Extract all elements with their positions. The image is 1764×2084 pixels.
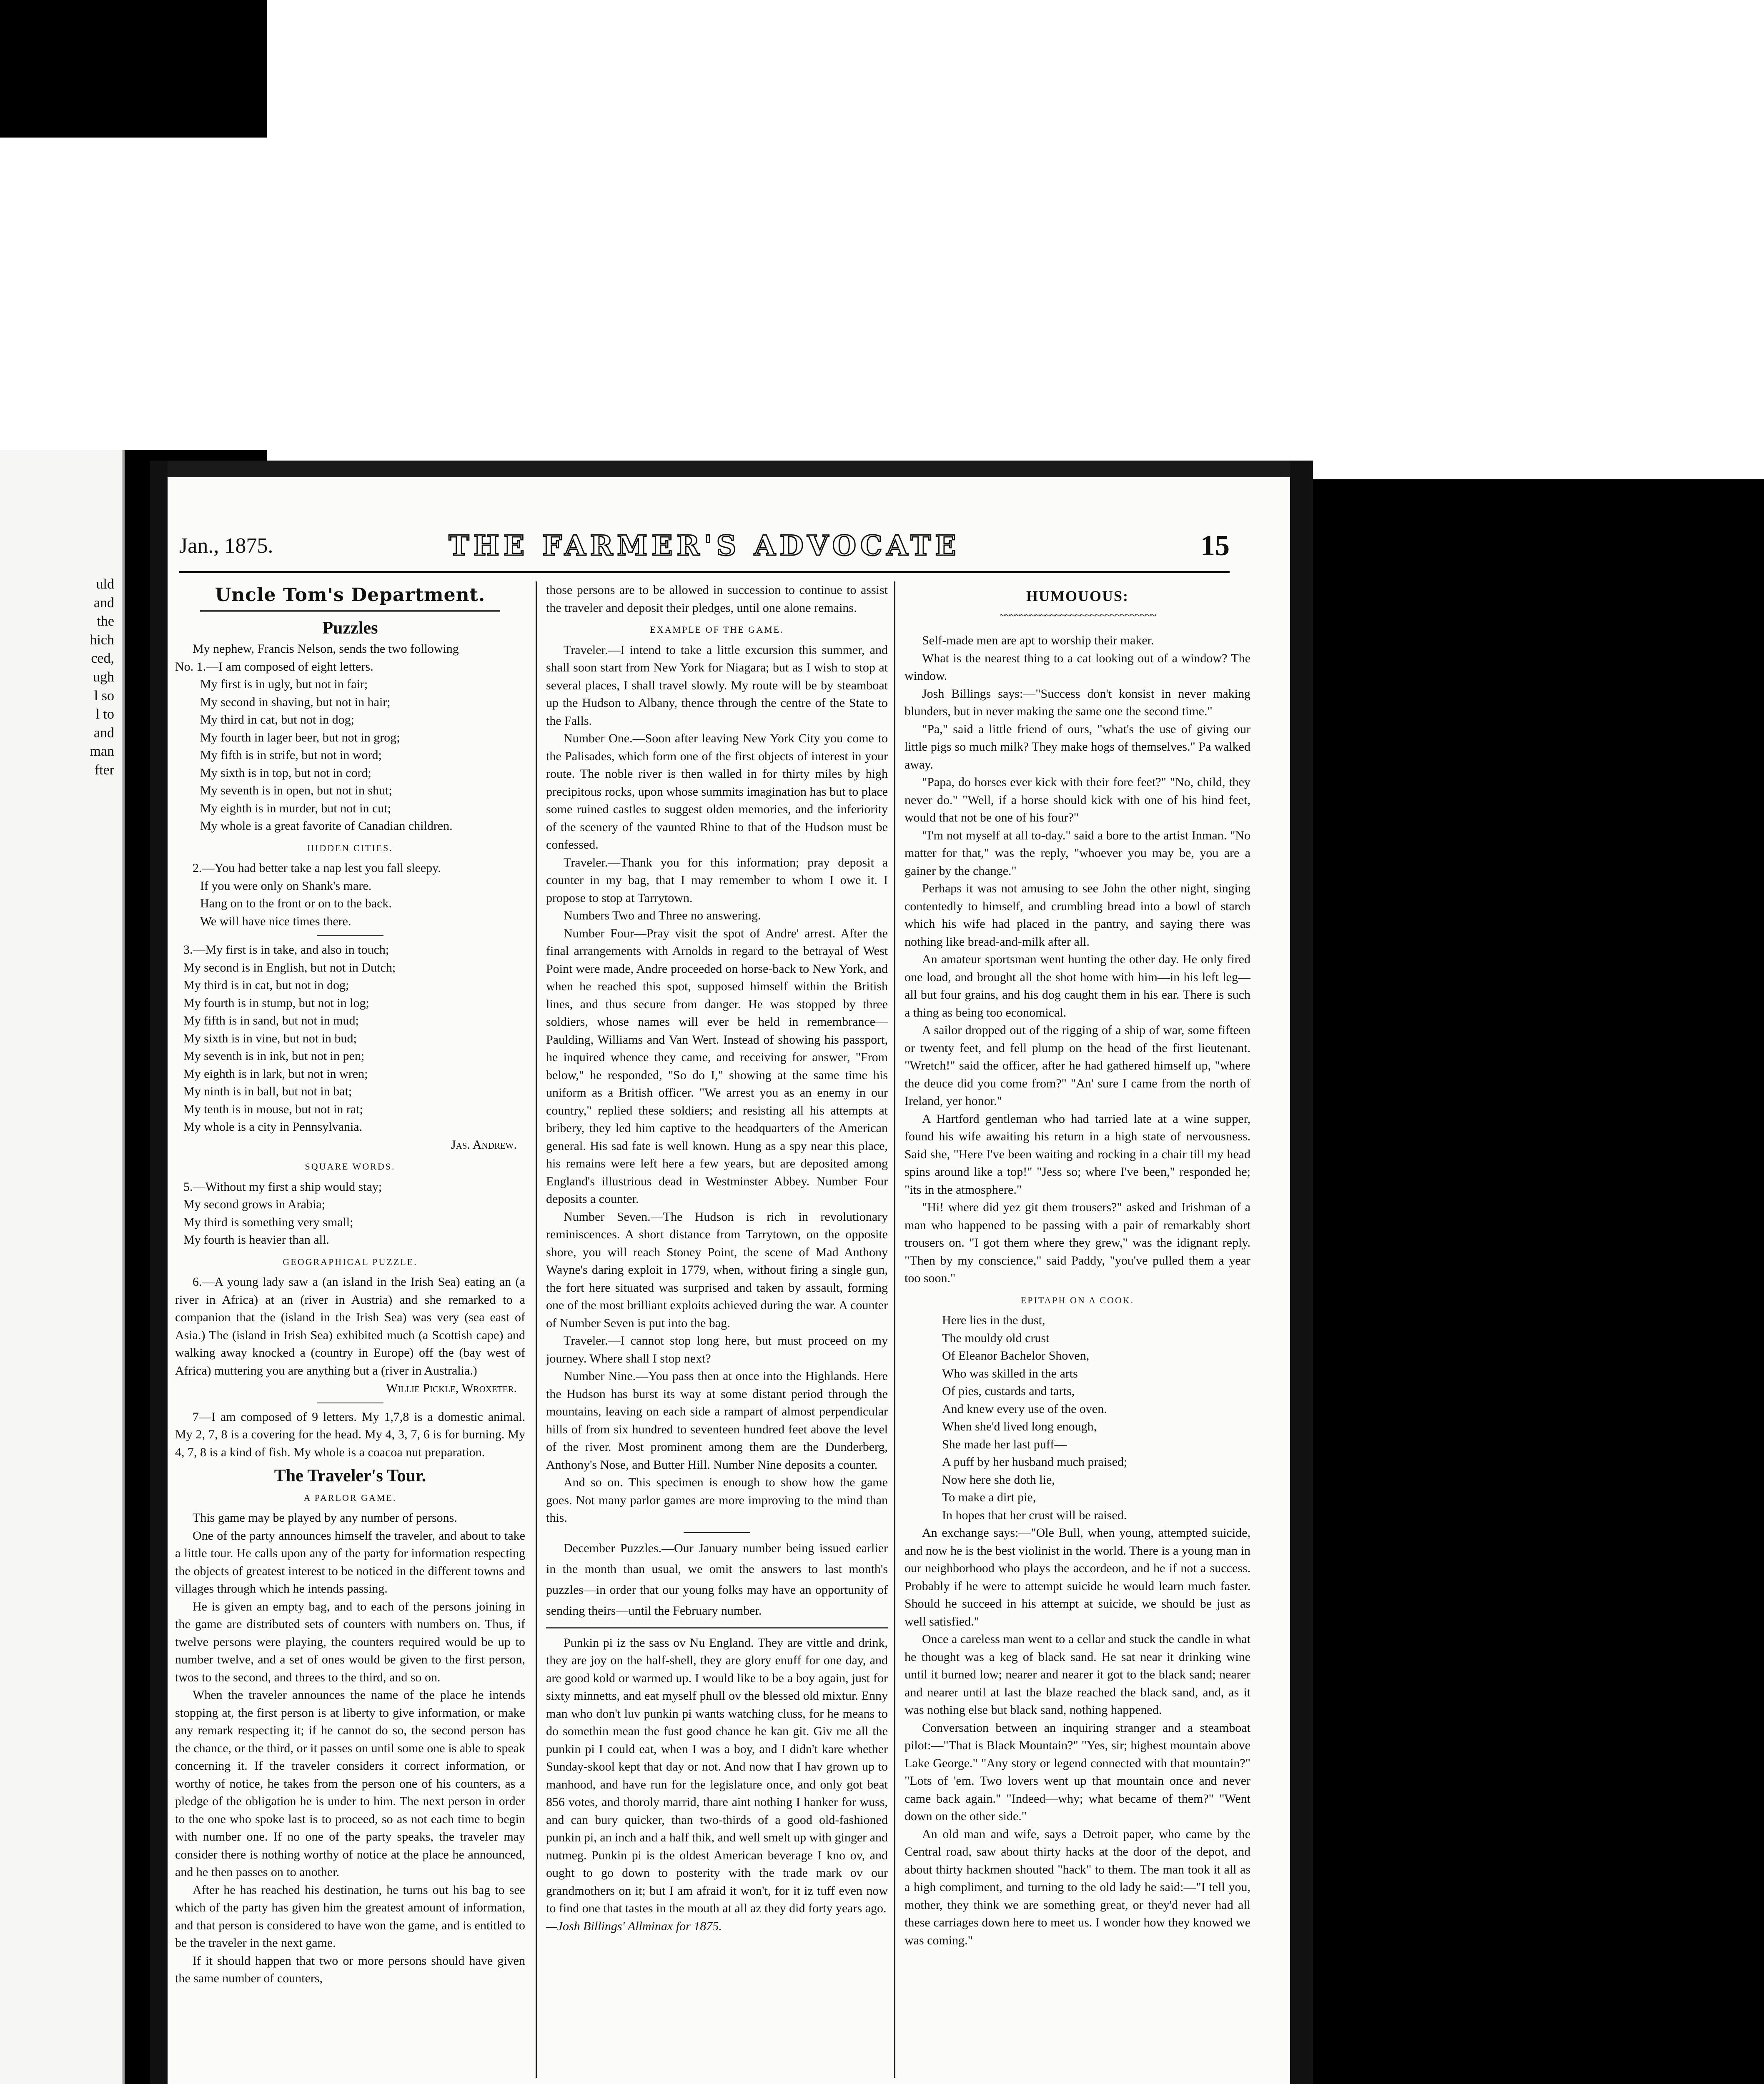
example-paragraph: Numbers Two and Three no answering. — [564, 909, 761, 922]
humorous-heading: HUMOUOUS: — [1026, 588, 1129, 604]
square-words-heading: SQUARE WORDS. — [305, 1161, 396, 1172]
parlor-game-subheading: A PARLOR GAME. — [303, 1492, 397, 1503]
example-paragraph: Traveler.—Thank you for this information; pray deposit a counter in my bag, that I may remember to whom I owe it. I propose to stop at Tarrytown. — [546, 855, 888, 905]
example-paragraph: Number Nine.—You pass then at once into the Highlands. Here the Hudson has burst its way at some distant period through the mountains, leaving on each side a rampart of almost perpendicular hills of from six hundred to seventeen hundred feet above the level of the river. Most prominent among them are the Dunderberg, Anthony's Nose, and Butter Hill. Number Nine deposits a counter. — [546, 1369, 888, 1472]
humor-item: An amateur sportsman went hunting the other day. He only fired one load, and brought all the shot home with him—in his left leg—all but four grains, and his dog caught them in his ear. There is such a thing as being too economical. — [905, 952, 1250, 1019]
divider — [317, 935, 383, 936]
double-rule — [546, 1627, 888, 1628]
puzzle-6-signature: Willie Pickle, Wroxeter. — [386, 1381, 517, 1395]
column-humorous — [905, 581, 1250, 1949]
humor-item: "Pa," said a little friend of ours, "what's the use of giving our little pigs so much milk? They make hogs of themselves." Pa walked away. — [905, 722, 1250, 771]
punkin-pi-source: —Josh Billings' Allminax for 1875. — [546, 1919, 722, 1933]
december-puzzles-notice: December Puzzles.—Our January number being issued earlier in the month than usual, we omit the answers to last month's puzzles—in order that our young folks may have an opportunity of sending theirs—until the February number. — [546, 1541, 888, 1618]
page-border-right — [1290, 461, 1313, 2084]
puzzle-1-intro: No. 1.—I am composed of eight letters. — [175, 659, 373, 674]
hidden-cities-heading: HIDDEN CITIES. — [307, 842, 393, 853]
puzzles-heading: Puzzles — [322, 618, 378, 638]
department-title: Uncle Tom's Department. — [215, 584, 486, 606]
example-paragraph: Number One.—Soon after leaving New York City you come to the Palisades, which form one of the first objects of interest in your route. The noble river is then walled in for thirty miles by high precipitous rocks, upon whose summits imagination has but to place some ruined castles to suggest olden memories, and the inferiority of the scenery of the vaunted Rhine to that of the Hudson must be confessed. — [546, 731, 888, 852]
column-uncle-toms-department — [175, 581, 525, 1988]
example-paragraph: Number Four—Pray visit the spot of Andre' arrest. After the final arrangements with Arnolds in regard to the betrayal of West Point were made, Andre proceeded on horse-back to New York, and when he reached this spot, supposed himself within the British lines, and thus secure from danger. He was stopped by three soldiers, whose names will ever be held in remembrance—Paulding, Williams and Van Wert. Instead of showing his passport, he inquired whence they came, and receiving for answer, "From below," he responded, "So do I," showing at the same time his uniform as a British officer. "We arrest you as an enemy in our country," replied these soldiers; and resisting all his attempts at bribery, they led him captive to the headquarters of the American general. His sad fate is well known. Hung as a spy near this place, his remains were left here a few years, but are deposited among England's illustrious dead in Westminster Abbey. Number Four deposits a counter. — [546, 926, 888, 1206]
travelers-tour-heading: The Traveler's Tour. — [274, 1466, 426, 1485]
humor-item: An exchange says:—"Ole Bull, when young, attempted suicide, and now he is the best violinist in the world. There is a young man in our neighborhood who plays the accordeon, and he if not a success. Probably if he were to attempt suicide he would learn much faster. Should he succeed in his attempt at suicide, we should be just as well satisfied." — [905, 1526, 1250, 1628]
tour-continuation: those persons are to be allowed in succession to continue to assist the traveler and deposit their pledges, until one alone remains. — [546, 583, 888, 615]
masthead-title: THE FARMER'S ADVOCATE — [449, 529, 960, 562]
humor-item: Josh Billings says:—"Success don't konsist in never making blunders, but in never making the same one the second time." — [905, 686, 1250, 718]
page-header — [179, 529, 1230, 575]
humor-item: What is the nearest thing to a cat looking out of a window? The window. — [905, 651, 1250, 683]
scan-background — [267, 0, 1764, 479]
example-paragraph: And so on. This specimen is enough to show how the game goes. Not many parlor games are more improving to the mind than this. — [546, 1475, 888, 1525]
column-travelers-tour-continued — [546, 581, 888, 1935]
puzzle-7-text: 7—I am composed of 9 letters. My 1,7,8 is a domestic animal. My 2, 7, 8 is a covering for the head. My 4, 3, 7, 6 is for burning. My 4, 7, 8 is a kind of fish. My whole is a coacoa nut preparation. — [175, 1410, 525, 1459]
tour-paragraph: One of the party announces himself the traveler, and about to take a little tour. He calls upon any of the party for information respecting the objects of greatest interest to be noticed in the different towns and villages through which he intends passing. — [175, 1528, 525, 1596]
previous-page-edge — [0, 450, 125, 2084]
epitaph-heading: EPITAPH ON A COOK. — [1020, 1295, 1135, 1305]
epitaph-poem: Here lies in the dust, The mouldy old crust Of Eleanor Bachelor Shoven, Who was skilled in the arts Of pies, custards and tarts, And knew every use of the oven. When she'd lived long enough, She made her last puff— A puff by her husband much praised; Now here she doth lie, To make a dirt pie, In hopes that her crust will be raised. — [942, 1313, 1128, 1522]
column-rule — [536, 581, 537, 2078]
tour-paragraph: If it should happen that two or more persons should have given the same number of counters, — [175, 1954, 525, 1985]
humor-item: Conversation between an inquiring stranger and a steamboat pilot:—"That is Black Mountain?" "Yes, sir; highest mountain above Lake George." "Any story or legend connected with that mountain?" "Lots of 'em. Two lovers went up that mountain once and never came back again." "Indeed—why; what became of them?" "Went down on the other side." — [905, 1721, 1250, 1823]
humor-item: Once a careless man went to a cellar and stuck the candle in what he thought was a keg of black sand. He sat near it drinking wine until it burned low; nearer and nearer it got to the black sand; nearer and nearer until at last the blaze reached the black sand, and, as it was nothing else but black sand, nothing happened. — [905, 1632, 1250, 1717]
puzzle-3-verse: 3.—My first is in take, and also in touch; My second is in English, but not in Dutch; My third is in cat, but not in dog; My fourth is in stump, but not in log; My fifth is in sand, but not in mud; My sixth is in vine, but not in bud; My seventh is in ink, but not in pen; My eighth is in lark, but not in wren; My ninth is in ball, but not in bat; My tenth is in mouse, but not in rat; My whole is a city in Pennsylvania. — [183, 943, 396, 1134]
humor-item: A sailor dropped out of the rigging of a ship of war, some fifteen or twenty feet, and fell plump on the head of the first lieutenant. "Wretch!" said the officer, after he had gathered himself up, "where the deuce did you come from?" "An' sure I came from the north of Ireland, yer honor." — [905, 1023, 1250, 1108]
tour-paragraph: After he has reached his destination, he turns out his bag to see which of the party has given him the greatest amount of information, and that person is considered to have won the game, and is entitled to be the traveler in the next game. — [175, 1883, 525, 1950]
puzzle-2-verse: If you were only on Shank's mare. Hang on to the front or on to the back. We will have nice times there. — [200, 879, 392, 928]
tour-paragraph: He is given an empty bag, and to each of the persons joining in the game are distributed sets of counters with numbers on. Thus, if twelve persons were playing, the counters required would be up to number twelve, and a set of ones would be given to the first person, twos to the second, and threes to the third, and so on. — [175, 1599, 525, 1684]
puzzle-3-signature: Jas. Andrew. — [451, 1137, 517, 1152]
newspaper-page — [150, 461, 1313, 2084]
tour-paragraph: This game may be played by any number of persons. — [193, 1511, 457, 1525]
puzzle-6-text: 6.—A young lady saw a (an island in the Irish Sea) eating an (a river in Africa) at an (river in Austria) and she remarked to a companion that the (island in the Irish Sea) was very (sea east of Asia.) The (island in Irish Sea) exhibited much (a Scottish cape) and walking away knocked a (country in Europe) off the (bay west of Africa) muttering you are anything but a (river in Australia.) — [175, 1275, 525, 1378]
page-gutter-shadow — [122, 450, 125, 2084]
punkin-pi-article: Punkin pi iz the sass ov Nu England. They are vittle and drink, they are joy on the half-shell, they are glory enuff for one day, and are good kold or warmed up. I would like to be a boy again, just for sixty minnetts, and eat myself phull ov the blessed old mixtur. Enny man who don't luv punkin pi wants watching cluss, for he means to do somethin mean the fust good chance he kan git. Giv me all the punkin pi I could eat, when I was a boy, and I didn't kare whether Sunday-skool kept that day or not. And now that I hav grown up to manhood, and have run for the legislature once, and only got beat 856 votes, and thoroly marrid, thare aint nothing I hanker for wuss, and can bury quicker, than two-thirds of a good old-fashioned punkin pi, an inch and a half thik, and well smelt up with ginger and nutmeg. Punkin pi is the oldest American beverage I kno ov, and ought to go down to posterity with the trade mark ov our grandmothers on it; but I am afraid it won't, for it iz tuff even now to find one that tastes in the mouth at all az they did forty years ago. — [546, 1636, 888, 1915]
tour-paragraph: When the traveler announces the name of the place he intends stopping at, the first person is at liberty to give information, or make any remark respecting it; if he cannot do so, the second person has the chance, or the third, or it passes on until some one is able to speak concerning it. If the traveler considers it correct information, or worthy of notice, he takes from the person one of his counters, as a pledge of the obligation he is under to him. The next person in order to the one who spoke last is to proceed, so as not each time to begin with number one. If no one of the party speaks, the traveler may consider there is nothing worthy of notice at the place he announced, and he then passes on to another. — [175, 1688, 525, 1879]
previous-page-text-fragment: uld and the hich ced, ugh l so l to and man fter — [90, 576, 114, 778]
example-paragraph: Traveler.—I cannot stop long here, but must proceed on my journey. Where shall I stop next? — [546, 1334, 888, 1365]
page-border-top — [150, 461, 1313, 477]
humor-item: An old man and wife, says a Detroit paper, who came by the Central road, saw about thirty hacks at the door of the depot, and about thirty hackmen shouted "hack" to them. The man took it all as a high compliment, and turning to the old lady he said:—"I tell you, mother, they think we are something great, or they'd never had all these carriages down here to meet us. I wonder how they knowed we was coming." — [905, 1827, 1250, 1947]
humor-item: Self-made men are apt to worship their maker. — [922, 634, 1154, 647]
column-rule — [894, 581, 895, 2078]
wavy-rule: ~~~~~~~~~~~~~~~~~~~~~~~~~~~~~~~ — [999, 609, 1156, 621]
issue-date: Jan., 1875. — [179, 534, 273, 558]
example-paragraph: Number Seven.—The Hudson is rich in revolutionary reminiscences. A short distance from Tarrytown, on the opposite shore, you will reach Stoney Point, the scene of Mad Anthony Wayne's daring exploit in 1779, when, without firing a single gun, the fort here situated was surprised and taken by assault, forming one of the most brilliant exploits achieved during the war. A counter of Number Seven is put into the bag. — [546, 1210, 888, 1330]
scan-background-left — [0, 138, 267, 450]
example-paragraph: Traveler.—I intend to take a little excursion this summer, and shall soon start from New York for Niagara; but as I wish to stop at several places, I shall travel slowly. My route will be by steamboat up the Hudson to Albany, thence through the centre of the State to the Falls. — [546, 643, 888, 728]
humor-item: A Hartford gentleman who had tarried late at a wine supper, found his wife awaiting his return in a high state of nervousness. Said she, "Here I've been waiting and rocking in a chair till my head spins around like a top!" "Jess so; where I've been," responded he; "its in the atmosphere." — [905, 1112, 1250, 1197]
title-rule — [200, 610, 500, 612]
humor-item: "I'm not myself at all to-day." said a bore to the artist Inman. "No matter for that," was the reply, "whoever you may be, you are a gainer by the change." — [905, 828, 1250, 878]
puzzles-intro: My nephew, Francis Nelson, sends the two following — [193, 642, 459, 656]
page-number: 15 — [1200, 530, 1230, 562]
humor-item: Perhaps it was not amusing to see John the other night, singing contentedly to himself, and crumbling bread into a bowl of starch which his wife had placed in the pantry, and saying there was nothing like bread-and-milk after all. — [905, 882, 1250, 949]
header-rule — [179, 571, 1230, 573]
humor-item: "Hi! where did yez git them trousers?" asked and Irishman of a man who happened to be passing with a pair of remarkably short trousers on. "I got them where they grew," was the idignant reply. "Then by my conscience," said Paddy, "you've pulled them a year too soon." — [905, 1200, 1250, 1285]
puzzle-5-verse: 5.—Without my first a ship would stay; My second grows in Arabia; My third is something very small; My fourth is heavier than all. — [183, 1180, 382, 1247]
puzzle-2-intro: 2.—You had better take a nap lest you fall sleepy. — [193, 861, 441, 875]
divider — [684, 1532, 750, 1533]
page-border-left — [150, 461, 168, 2084]
example-heading: EXAMPLE OF THE GAME. — [650, 624, 784, 635]
puzzle-1-verse: My first is in ugly, but not in fair; My second in shaving, but not in hair; My third in cat, but not in dog; My fourth in lager beer, but not in grog; My fifth is in strife, but not in word; My sixth is in top, but not in cord; My seventh is in open, but not in shut; My eighth is in murder, but not in cut; My whole is a great favorite of Canadian children. — [200, 677, 453, 833]
geographical-puzzle-heading: GEOGRAPHICAL PUZZLE. — [283, 1256, 418, 1267]
humor-item: "Papa, do horses ever kick with their fore feet?" "No, child, they never do." "Well, if a horse should kick with one of his hind feet, would that not be one of his four?" — [905, 775, 1250, 824]
